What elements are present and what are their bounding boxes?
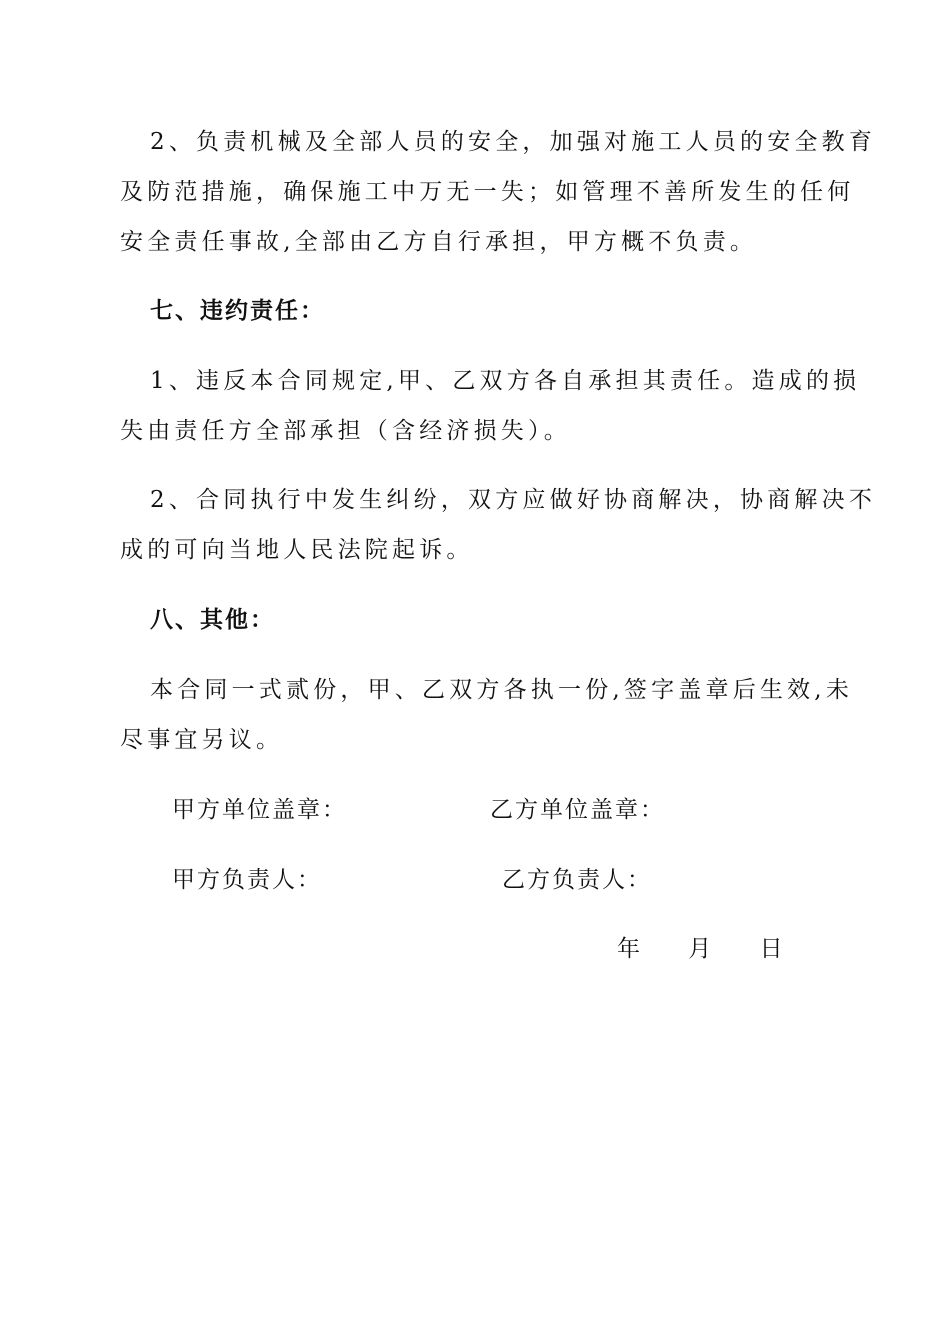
party-a-seal-label: 甲方单位盖章： [172, 797, 347, 823]
section7-heading: 七、违约责任： [150, 297, 325, 324]
party-b-seal-label: 乙方单位盖章： [490, 797, 665, 823]
section8-line2: 尽事宜另议。 [120, 727, 284, 753]
party-b-rep-label: 乙方负责人： [502, 867, 652, 893]
section7-item1-line1: 1、违反本合同规定,甲、乙双方各自承担其责任。造成的损 [150, 368, 861, 394]
section7-item2-line2: 成的可向当地人民法院起诉。 [120, 537, 474, 563]
section7-item2-line1: 2、合同执行中发生纠纷，双方应做好协商解决，协商解决不 [150, 487, 877, 513]
section6-item2-line1: 2、负责机械及全部人员的安全，加强对施工人员的安全教育 [150, 129, 877, 155]
section6-item2-line2: 及防范措施，确保施工中万无一失；如管理不善所发生的任何 [120, 179, 855, 205]
section7-item1-line2: 失由责任方全部承担（含经济损失）。 [120, 418, 571, 444]
section8-line1: 本合同一式贰份，甲、乙双方各执一份,签字盖章后生效,未 [150, 677, 854, 703]
party-a-rep-label: 甲方负责人： [172, 867, 322, 893]
section8-heading: 八、其他： [150, 606, 275, 633]
section6-item2-line3: 安全责任事故,全部由乙方自行承担，甲方概不负责。 [120, 229, 758, 255]
date-line: 年 月 日 [617, 936, 789, 962]
